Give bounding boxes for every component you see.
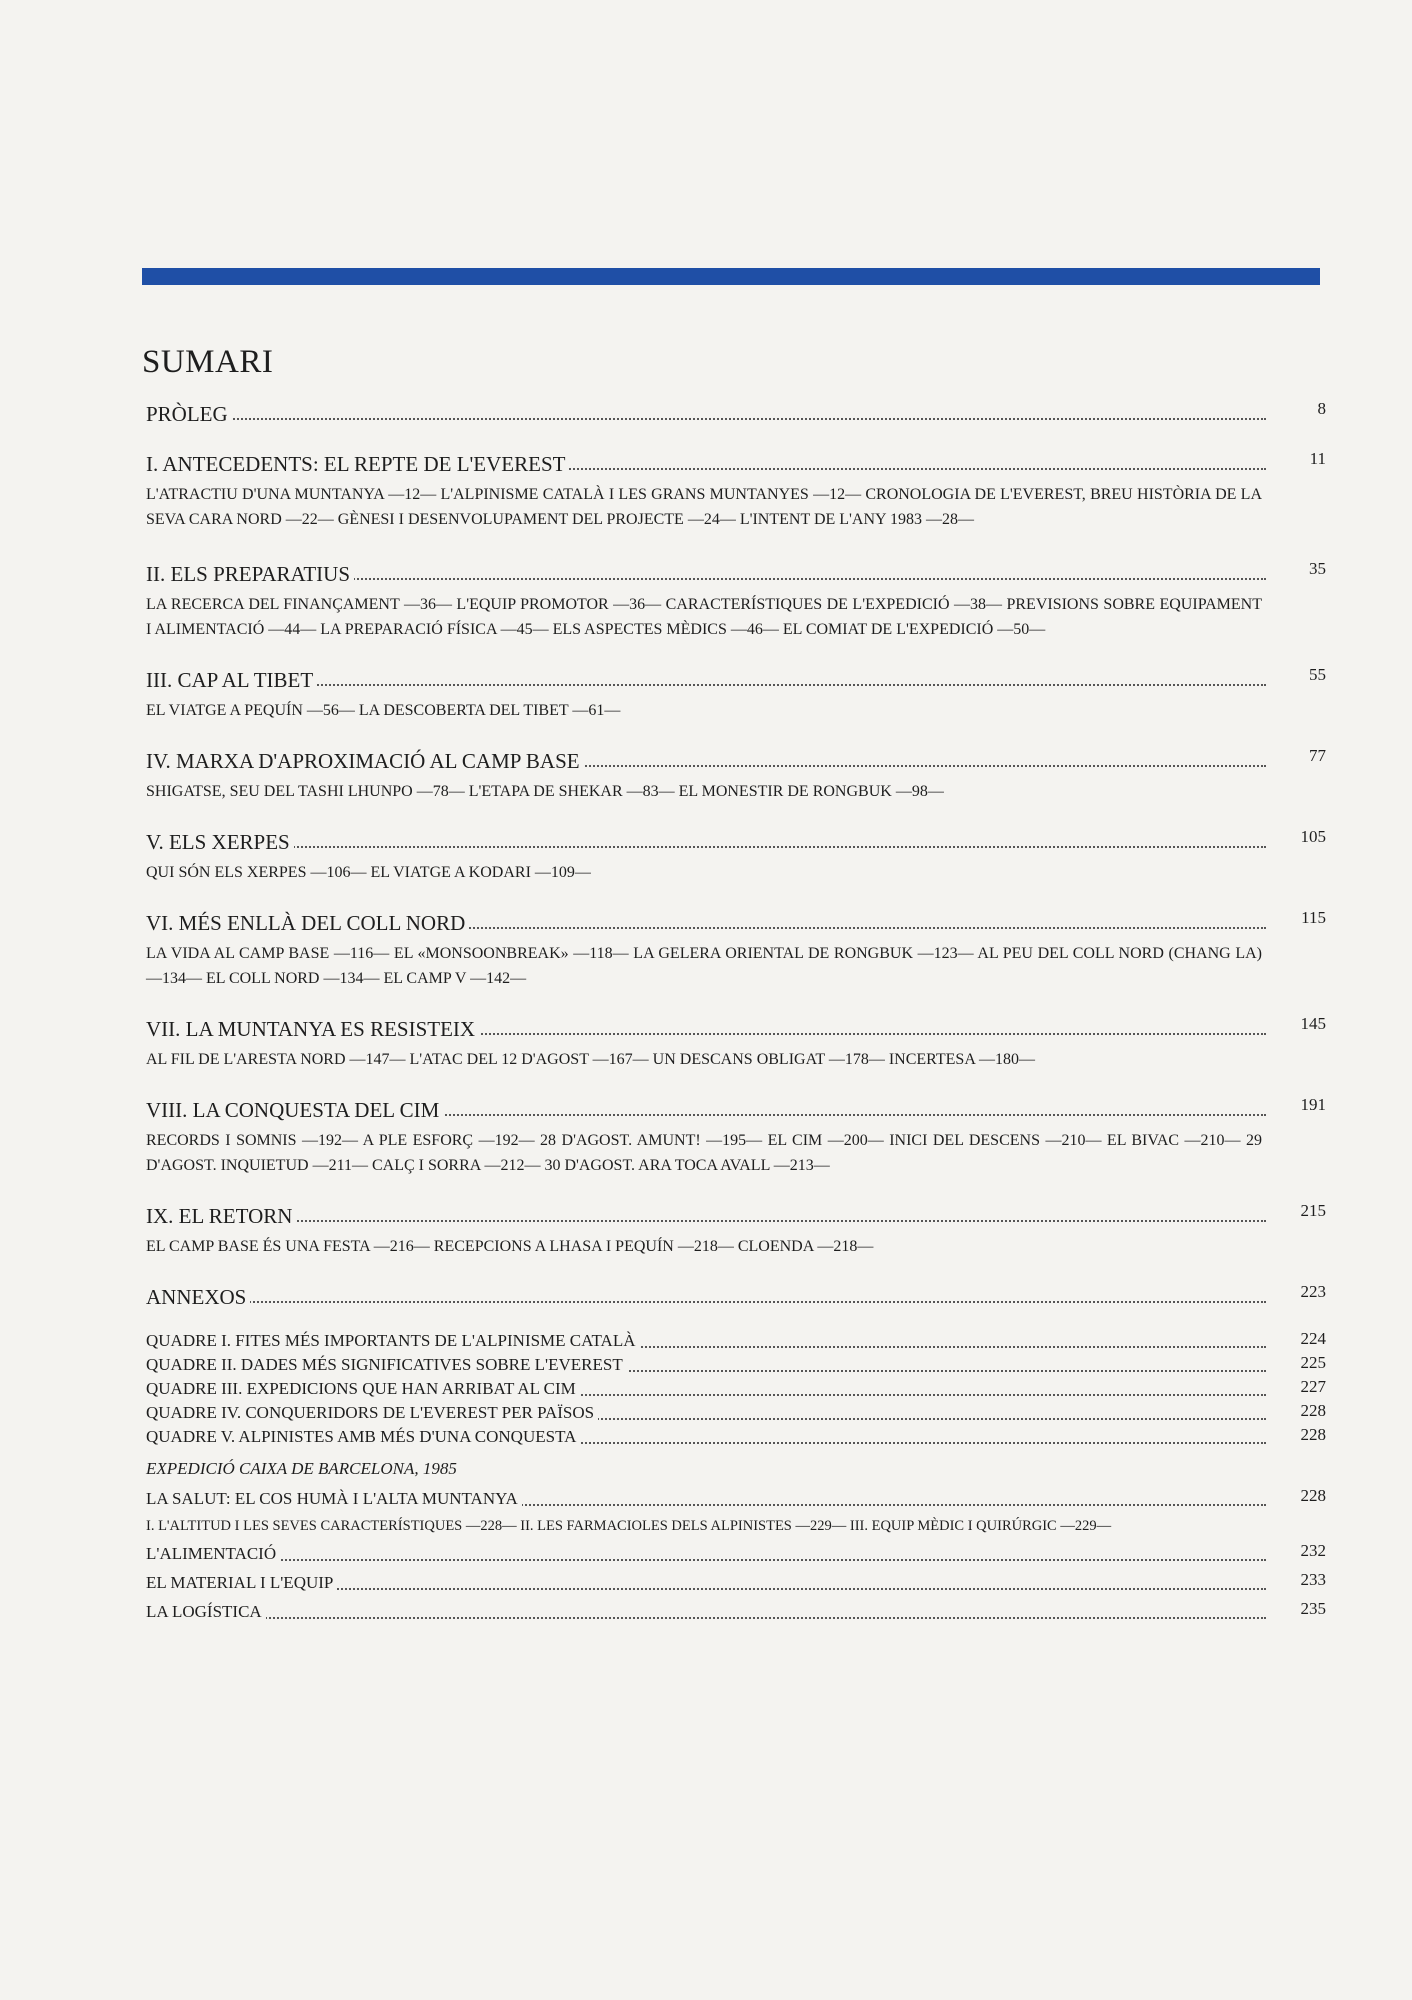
toc-entry-chapter-4 <box>146 743 1326 804</box>
entry-label: V. ELS XERPES <box>146 830 294 855</box>
entry-label: VII. LA MUNTANYA ES RESISTEIX <box>146 1017 479 1042</box>
table-of-contents <box>146 396 1326 1627</box>
page-number: 228 <box>1300 1486 1326 1505</box>
toc-entry-material <box>146 1569 1326 1598</box>
entry-label: ANNEXOS <box>146 1285 250 1310</box>
entry-label: II. ELS PREPARATIUS <box>146 562 354 587</box>
dot-leader <box>146 1617 1266 1619</box>
page-number: 191 <box>1300 1095 1326 1114</box>
toc-entry-chapter-9 <box>146 1198 1326 1259</box>
toc-entry-chapter-6 <box>146 905 1326 991</box>
toc-entry-chapter-8 <box>146 1092 1326 1178</box>
toc-entry-chapter-2 <box>146 556 1326 642</box>
toc-entry-alimentacio <box>146 1540 1326 1569</box>
toc-entry-quadre <box>146 1329 1326 1353</box>
page-number: 77 <box>1309 746 1326 765</box>
entry-label: LA LOGÍSTICA <box>146 1602 266 1622</box>
expedicio-heading: EXPEDICIÓ CAIXA DE BARCELONA, 1985 <box>146 1459 457 1478</box>
page-number: 233 <box>1300 1570 1326 1589</box>
toc-entry-chapter-3 <box>146 662 1326 723</box>
entry-label: QUADRE II. DADES MÉS SIGNIFICATIVES SOBRE L'EVEREST <box>146 1355 627 1375</box>
entry-subsections: RECORDS I SOMNIS —192— A PLE ESFORÇ —192— 28 D'AGOST. AMUNT! —195— EL CIM —200— INICI DEL DESCENS —210— EL BIVAC —210— 29 D'AGOST. INQUIETUD —211— CALÇ I SORRA —212— 30 D'AGOST. ARA TOCA AVALL —213— <box>146 1132 1262 1174</box>
toc-entry-chapter-1 <box>146 446 1326 532</box>
page-title: SUMARI <box>142 344 274 380</box>
entry-label: VIII. LA CONQUESTA DEL CIM <box>146 1098 443 1123</box>
page-number: 228 <box>1300 1425 1326 1444</box>
blue-rule-bar <box>142 268 1320 285</box>
toc-entry-chapter-7 <box>146 1011 1326 1072</box>
page-number: 227 <box>1300 1377 1326 1396</box>
dot-leader <box>146 1301 1266 1303</box>
entry-label: QUADRE V. ALPINISTES AMB MÉS D'UNA CONQUESTA <box>146 1427 580 1447</box>
toc-entry-quadre <box>146 1401 1326 1425</box>
dot-leader <box>146 418 1266 420</box>
page-number: 35 <box>1309 559 1326 578</box>
page-number: 224 <box>1300 1329 1326 1348</box>
toc-entry-annexos <box>146 1279 1326 1315</box>
page-number: 235 <box>1300 1599 1326 1618</box>
quadres-list <box>146 1329 1326 1449</box>
entry-label: QUADRE I. FITES MÉS IMPORTANTS DE L'ALPINISME CATALÀ <box>146 1331 640 1351</box>
entry-label: QUADRE IV. CONQUERIDORS DE L'EVEREST PER PAÏSOS <box>146 1403 598 1423</box>
dot-leader <box>146 1559 1266 1561</box>
page-number: 11 <box>1309 449 1326 468</box>
toc-entry-logistica <box>146 1598 1326 1627</box>
entry-label: III. CAP AL TIBET <box>146 668 317 693</box>
page-number: 115 <box>1301 908 1326 927</box>
page-number: 145 <box>1300 1014 1326 1033</box>
entry-label: I. ANTECEDENTS: EL REPTE DE L'EVEREST <box>146 452 569 477</box>
entry-subsections: I. L'ALTITUD I LES SEVES CARACTERÍSTIQUES —228— II. LES FARMACIOLES DELS ALPINISTES —229— III. EQUIP MÈDIC I QUIRÚRGIC —229— <box>146 1518 1112 1534</box>
toc-entry-proleg <box>146 396 1326 432</box>
toc-entry-quadre <box>146 1353 1326 1377</box>
entry-label: PRÒLEG <box>146 402 232 427</box>
entry-label: LA SALUT: EL COS HUMÀ I L'ALTA MUNTANYA <box>146 1489 522 1509</box>
entry-label: QUADRE III. EXPEDICIONS QUE HAN ARRIBAT AL CIM <box>146 1379 580 1399</box>
toc-entry-quadre <box>146 1377 1326 1401</box>
page-number: 228 <box>1300 1401 1326 1420</box>
entry-subsections: AL FIL DE L'ARESTA NORD —147— L'ATAC DEL 12 D'AGOST —167— UN DESCANS OBLIGAT —178— INCERTESA —180— <box>146 1051 1035 1068</box>
entry-label: L'ALIMENTACIÓ <box>146 1544 280 1564</box>
entry-subsections: LA RECERCA DEL FINANÇAMENT —36— L'EQUIP PROMOTOR —36— CARACTERÍSTIQUES DE L'EXPEDICIÓ —38— PREVISIONS SOBRE EQUIPAMENT I ALIMENTACIÓ —44— LA PREPARACIÓ FÍSICA —45— ELS ASPECTES MÈDICS —46— EL COMIAT DE L'EXPEDICIÓ —50— <box>146 596 1262 638</box>
page-number: 8 <box>1317 399 1326 418</box>
dot-leader <box>146 846 1266 848</box>
final-entries-list <box>146 1540 1326 1627</box>
page-number: 105 <box>1300 827 1326 846</box>
page-number: 55 <box>1309 665 1326 684</box>
entry-subsections: L'ATRACTIU D'UNA MUNTANYA —12— L'ALPINISME CATALÀ I LES GRANS MUNTANYES —12— CRONOLOGIA DE L'EVEREST, BREU HISTÒRIA DE LA SEVA CARA NORD —22— GÈNESI I DESENVOLUPAMENT DEL PROJECTE —24— L'INTENT DE L'ANY 1983 —28— <box>146 486 1262 528</box>
entry-subsections: SHIGATSE, SEU DEL TASHI LHUNPO —78— L'ETAPA DE SHEKAR —83— EL MONESTIR DE RONGBUK —98— <box>146 783 944 800</box>
toc-entry-chapter-5 <box>146 824 1326 885</box>
entry-label: EL MATERIAL I L'EQUIP <box>146 1573 337 1593</box>
entry-label: IX. EL RETORN <box>146 1204 296 1229</box>
entry-label: IV. MARXA D'APROXIMACIÓ AL CAMP BASE <box>146 749 584 774</box>
entry-subsections: QUI SÓN ELS XERPES —106— EL VIATGE A KODARI —109— <box>146 864 591 881</box>
page-number: 232 <box>1300 1541 1326 1560</box>
dot-leader <box>146 1220 1266 1222</box>
page-number: 225 <box>1300 1353 1326 1372</box>
entry-label: VI. MÉS ENLLÀ DEL COLL NORD <box>146 911 469 936</box>
entry-subsections: EL CAMP BASE ÉS UNA FESTA —216— RECEPCIONS A LHASA I PEQUÍN —218— CLOENDA —218— <box>146 1238 874 1255</box>
toc-entry-salut <box>146 1485 1326 1538</box>
entry-subsections: LA VIDA AL CAMP BASE —116— EL «MONSOONBREAK» —118— LA GELERA ORIENTAL DE RONGBUK —123— AL PEU DEL COLL NORD (CHANG LA) —134— EL COLL NORD —134— EL CAMP V —142— <box>146 945 1262 987</box>
toc-entry-quadre <box>146 1425 1326 1449</box>
entry-subsections: EL VIATGE A PEQUÍN —56— LA DESCOBERTA DEL TIBET —61— <box>146 702 621 719</box>
page-number: 223 <box>1300 1282 1326 1301</box>
page-number: 215 <box>1300 1201 1326 1220</box>
